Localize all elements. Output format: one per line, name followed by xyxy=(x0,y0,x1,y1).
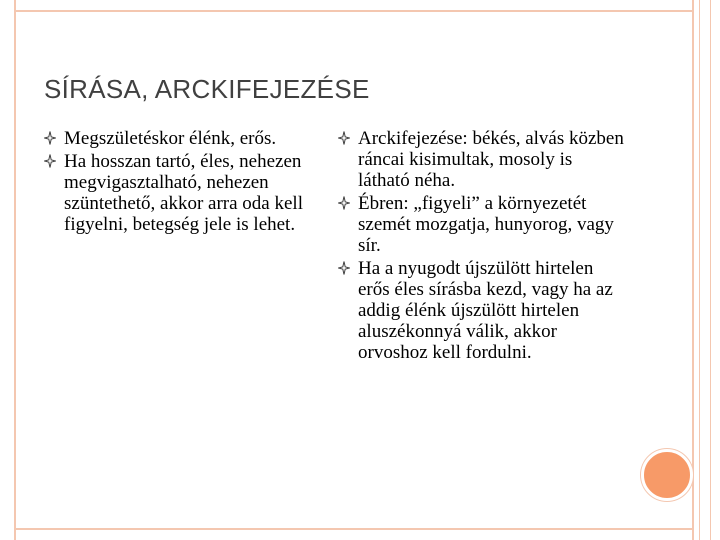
bullet-text: Ébren: „figyeli” a környezetét szemét mozgatja, hunyorog, vagy sír. xyxy=(358,193,614,256)
list-item xyxy=(338,258,628,363)
bullet-text: Arckifejezése: békés, alvás közben ráncai kisimultak, mosoly is látható néha. xyxy=(358,128,624,191)
diamond-star-bullet-icon xyxy=(338,196,350,210)
list-item xyxy=(338,128,628,191)
left-frame-decoration xyxy=(0,0,16,540)
left-column xyxy=(44,128,324,237)
bullet-text: Megszületéskor élénk, erős. xyxy=(64,128,277,149)
diamond-star-bullet-icon xyxy=(338,261,350,275)
list-item xyxy=(338,193,628,256)
diamond-star-bullet-icon xyxy=(338,131,350,145)
right-frame-line xyxy=(699,0,700,540)
slide-title: SÍRÁSA, ARCKIFEJEZÉSE xyxy=(44,74,370,104)
left-bullet-list xyxy=(44,128,324,235)
right-frame-line xyxy=(692,0,694,540)
orange-accent-circle xyxy=(641,449,693,501)
right-bullet-list xyxy=(338,128,628,363)
list-item xyxy=(44,151,324,235)
bottom-frame-line xyxy=(14,528,694,530)
right-frame-line xyxy=(710,0,711,540)
list-item xyxy=(44,128,324,149)
diamond-star-bullet-icon xyxy=(44,131,56,145)
bullet-text: Ha hosszan tartó, éles, nehezen megvigasztalható, nehezen szüntethető, akkor arra oda kell figyelni, betegség jele is lehet. xyxy=(64,151,303,235)
right-column xyxy=(338,128,628,365)
bullet-text: Ha a nyugodt újszülött hirtelen erős éles sírásba kezd, vagy ha az addig élénk újszülött hirtelen aluszékonnyá válik, akkor orvoshoz kell fordulni. xyxy=(358,258,613,363)
diamond-star-bullet-icon xyxy=(44,154,56,168)
top-frame-line xyxy=(14,10,694,12)
